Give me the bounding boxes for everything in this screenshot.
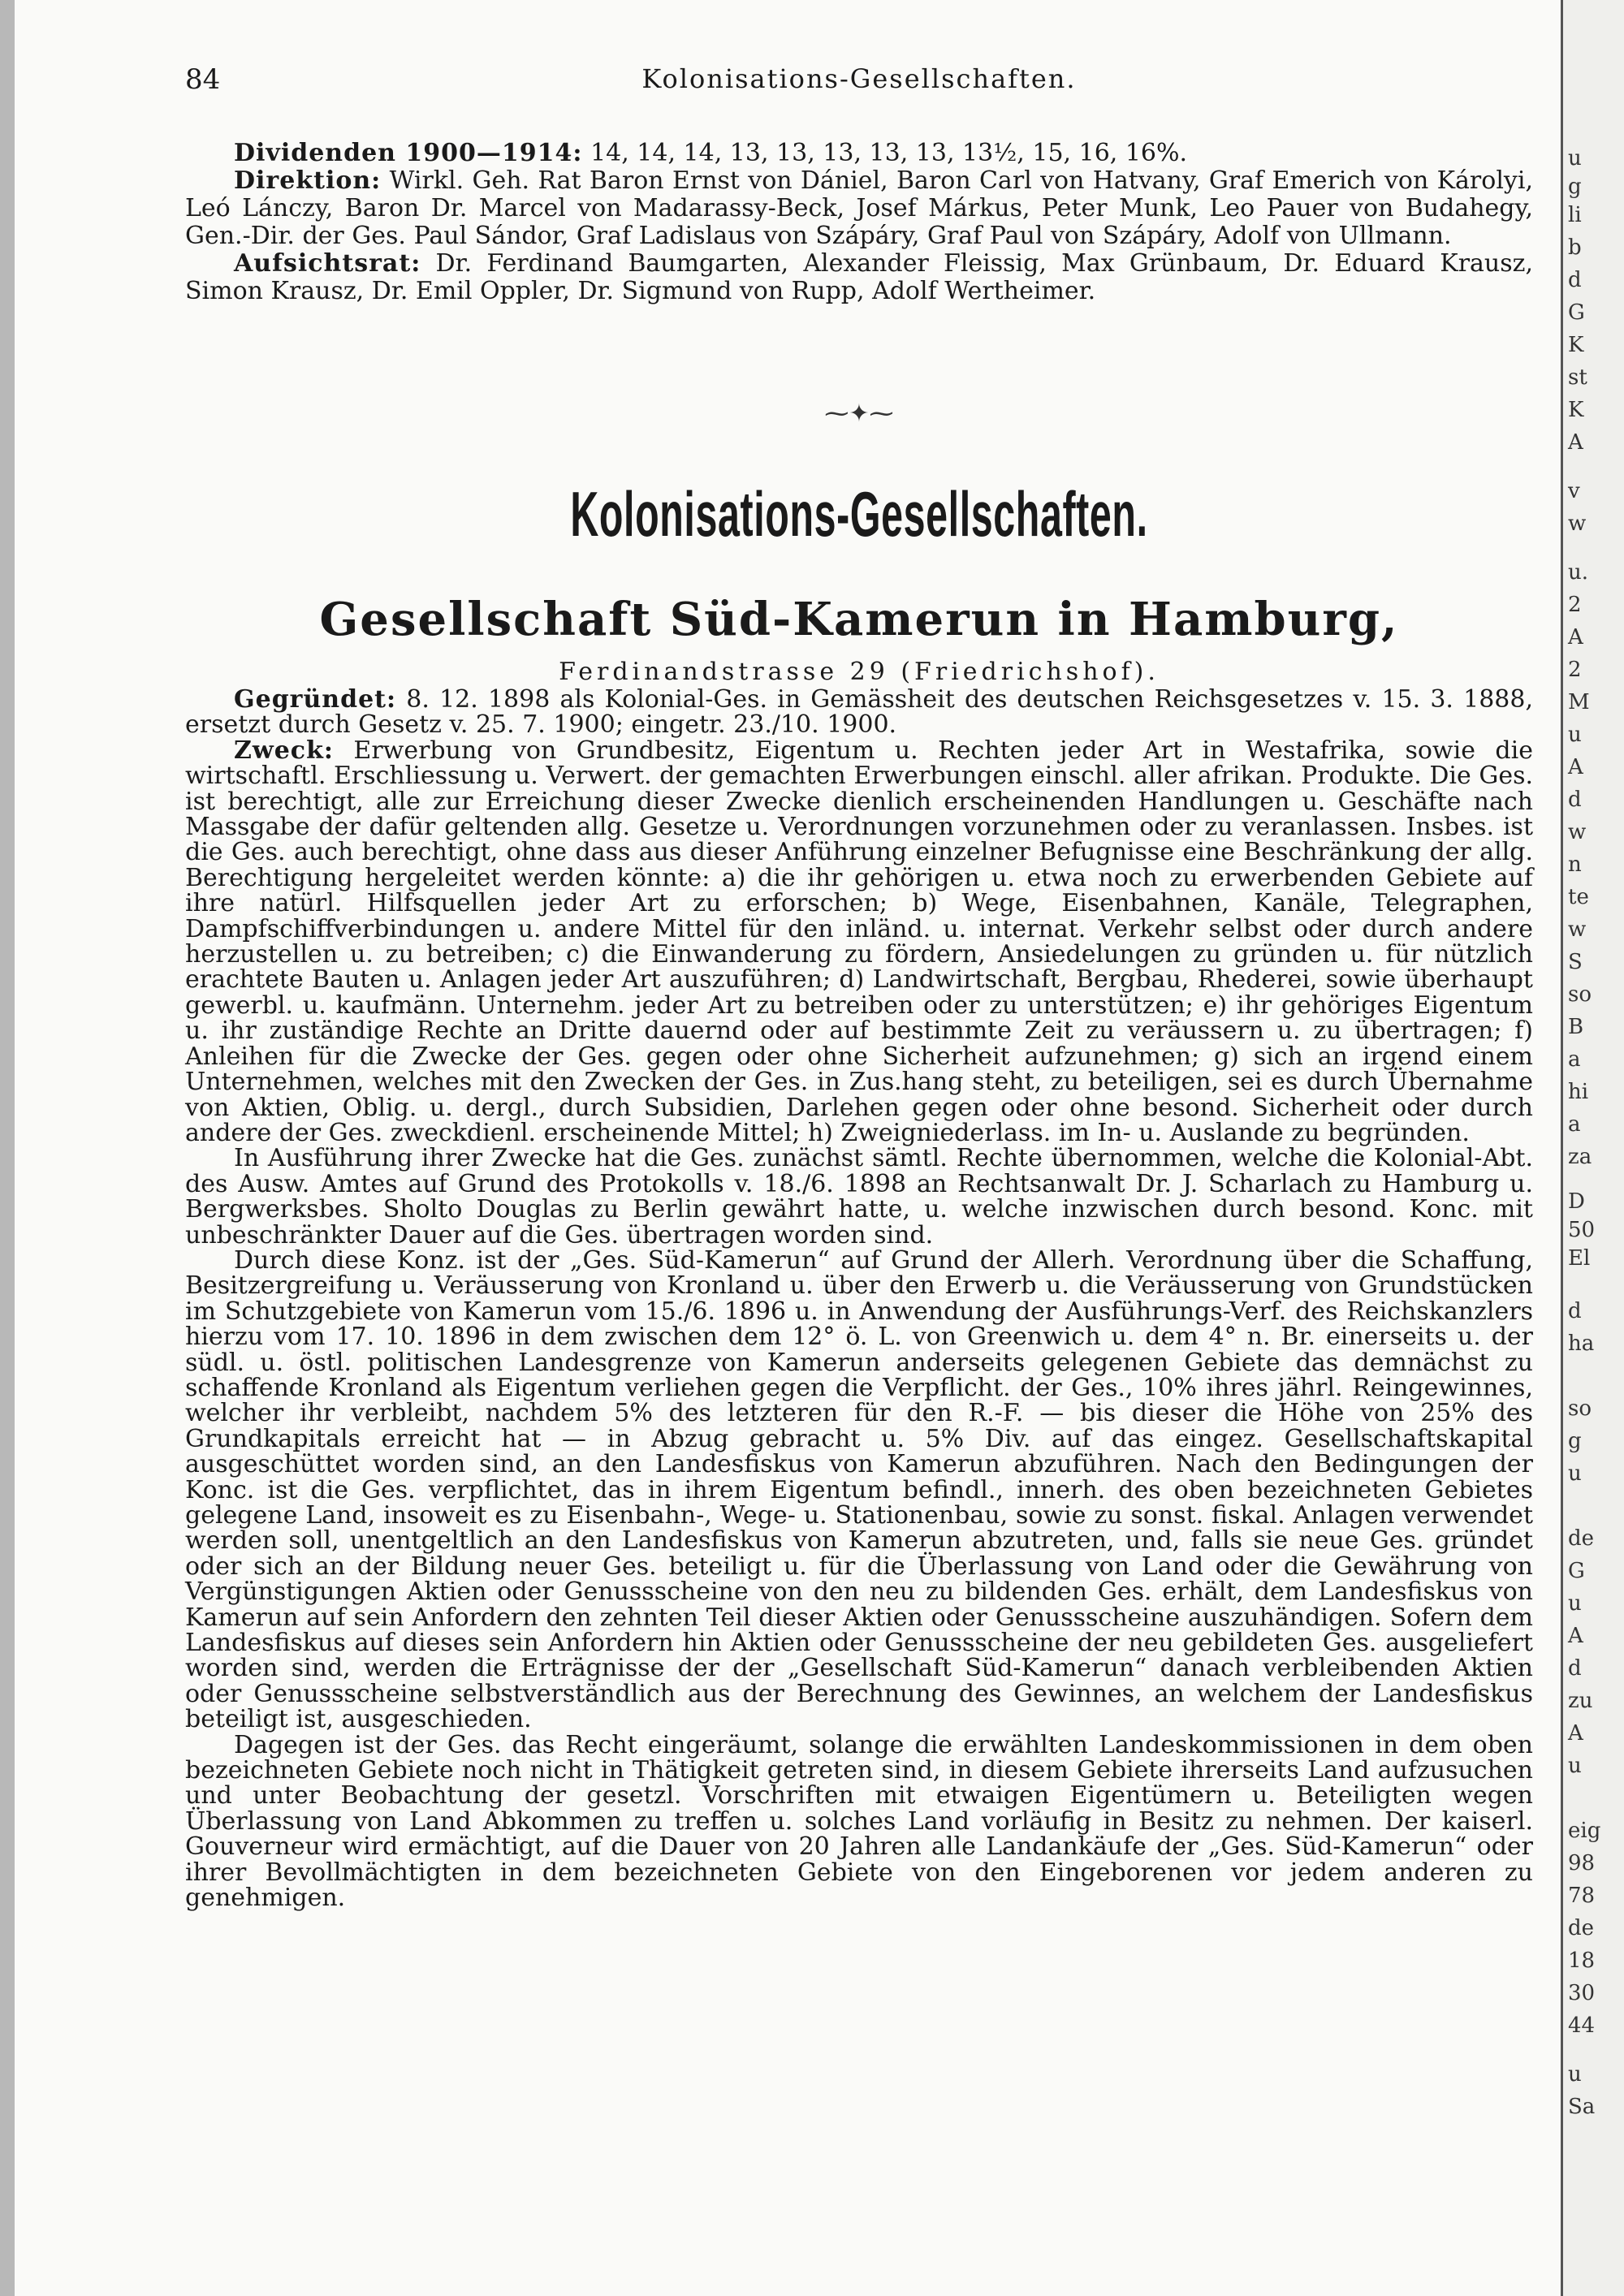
adjacent-page-fragment: A: [1568, 755, 1583, 779]
adjacent-page-fragment: u: [1568, 723, 1582, 747]
zweck-paragraph: [185, 738, 1533, 1146]
adjacent-page-fragment: Sa: [1568, 2095, 1596, 2119]
adjacent-page-fragment: 2: [1568, 593, 1582, 617]
adjacent-page-fragment: u: [1568, 1591, 1582, 1616]
adjacent-page-fragment: li: [1568, 203, 1582, 227]
adjacent-page-fragment: de: [1568, 1916, 1595, 1940]
ornament-divider: ⁓✦⁓: [824, 399, 894, 428]
running-title: Kolonisations-Gesellschaften.: [641, 63, 1077, 94]
adjacent-page-fragment: de: [1568, 1526, 1595, 1551]
adjacent-page-fragment: 30: [1568, 1981, 1596, 2005]
adjacent-page-fragment: A: [1568, 625, 1583, 650]
adjacent-page-fragment: a: [1568, 1047, 1581, 1072]
dividends-text: 14, 14, 14, 13, 13, 13, 13, 13, 13½, 15, 16, 16%.: [590, 139, 1188, 167]
adjacent-page-fragment: S: [1568, 950, 1583, 974]
adjacent-page-fragment: g: [1568, 175, 1582, 199]
adjacent-page-fragment: A: [1568, 1721, 1583, 1746]
adjacent-page-fragment: 98: [1568, 1851, 1596, 1875]
company-name: Gesellschaft Süd-Kamerun in Hamburg,: [319, 593, 1399, 646]
direktion-text: Wirkl. Geh. Rat Baron Ernst von Dániel, Baron Carl von Hatvany, Graf Emerich von Károlyi, Leó Lánczy, Baron Dr. Marcel von Madarassy-Beck, Josef Márkus, Peter Munk, Leo Pauer von Budahegy, Gen.-Dir. der Ges. Paul Sándor, Graf Ladislaus von Szápáry, Graf Paul von Szápáry, Adolf von Ullmann.: [185, 166, 1533, 250]
book-page: [15, 0, 1561, 2296]
company-body: [185, 687, 1533, 1911]
zweck-text: Erwerbung von Grundbesitz, Eigentum u. Rechten jeder Art in Westafrika, sowie die wirtschaftl. Erschliessung u. Verwert. der gemachten Erwerbungen einschl. aller afrikan. Produkte. Die Ges. ist berechtigt, alle zur Erreichung dieser Zwecke dienlich erscheinenden Handlungen u. Geschäfte nach Massgabe der dafür geltenden allg. Gesetze u. Verordnungen vorzunehmen oder zu veranlassen. Insbes. ist die Ges. auch berechtigt, ohne dass aus dieser Anführung einzelner Befugnisse eine Beschränkung der allg. Berechtigung hergeleitet werden könnte: a) die ihr gehörigen u. etwa noch zu erwerbenden Gebiete auf ihre natürl. Hilfsquellen jeder Art zu erforschen; b) Wege, Eisenbahnen, Kanäle, Telegraphen, Dampfschiffverbindungen u. andere Mittel für den inländ. u. internat. Verkehr selbst oder durch andere herzustellen u. zu betreiben; c) die Einwanderung zu fördern, Ansiedelungen zu gründen u. für nützlich erachtete Bauten u. Anlagen jeder Art auszuführen; d) Landwirtschaft, Bergbau, Rhederei, sowie überhaupt gewerbl. u. kaufmänn. Unternehm. jeder Art zu betreiben oder zu unterstützen; e) ihr gehöriges Eigentum u. ihr zuständige Rechte an Dritte dauernd oder auf bestimmte Zeit zu veräussern u. zu übertragen; f) Anleihen für die Zwecke der Ges. gegen oder ohne Sicherheit aufzunehmen; g) sich an irgend einem Unternehmen, welches mit den Zwecken der Ges. in Zus.hang steht, zu beteiligen, sei es durch Übernahme von Aktien, Oblig. u. dergl., durch Subsidien, Darlehen gegen oder ohne besond. Sicherheit oder durch andere der Ges. zweckdienl. erscheinende Mittel; h) Zweigniederlass. im In- u. Auslande zu begründen.: [185, 736, 1533, 1147]
aufsichtsrat-text: Dr. Ferdinand Baumgarten, Alexander Fleissig, Max Grünbaum, Dr. Eduard Krausz, Simon Krausz, Dr. Emil Oppler, Dr. Sigmund von Rupp, Adolf Wertheimer.: [185, 249, 1533, 305]
zweck-label: Zweck:: [234, 736, 334, 765]
adjacent-page-fragment: w: [1568, 511, 1587, 536]
company-address: Ferdinandstrasse 29 (Friedrichshof).: [559, 658, 1160, 686]
body-paragraph: In Ausführung ihrer Zwecke hat die Ges. zunächst sämtl. Rechte übernommen, welche die Kolonial-Abt. des Ausw. Amtes auf Grund des Protokolls v. 18./6. 1898 an Rechtsanwalt Dr. J. Scharlach zu Hamburg u. Bergwerksbes. Sholto Douglas zu Berlin gewährt hatte, u. welche inzwischen durch besond. Konc. mit unbeschränkter Dauer auf die Ges. übertragen worden sind.: [185, 1144, 1533, 1249]
dividends-label: Dividenden 1900—1914:: [234, 139, 583, 167]
scan-left-edge: [0, 0, 15, 2296]
adjacent-page-fragment: st: [1568, 365, 1587, 390]
adjacent-page-fragment: 44: [1568, 2013, 1596, 2038]
adjacent-page-fragment: za: [1568, 1145, 1592, 1169]
adjacent-page-fragment: te: [1568, 885, 1589, 909]
adjacent-page-fragment: w: [1568, 917, 1587, 942]
adjacent-page-fragment: ha: [1568, 1331, 1595, 1356]
adjacent-page-fragment: 78: [1568, 1884, 1596, 1908]
gegruendet-label: Gegründet:: [234, 685, 397, 714]
adjacent-page-fragment: u: [1568, 146, 1582, 170]
adjacent-page-fragment: w: [1568, 820, 1587, 844]
adjacent-page-fragment: G: [1568, 300, 1585, 325]
adjacent-page-fragment: 50: [1568, 1218, 1596, 1242]
adjacent-page-fragment: so: [1568, 982, 1592, 1007]
direktion-line: [185, 167, 1533, 250]
adjacent-page-fragment: 2: [1568, 658, 1582, 682]
adjacent-page-strip: [1561, 0, 1624, 2296]
chapter-title: Kolonisations-Gesellschaften.: [570, 478, 1148, 550]
adjacent-page-fragment: A: [1568, 1624, 1583, 1648]
adjacent-page-fragment: u.: [1568, 560, 1589, 585]
aufsichtsrat-line: [185, 250, 1533, 305]
adjacent-page-fragment: v: [1568, 479, 1580, 503]
adjacent-page-fragment: 18: [1568, 1949, 1596, 1973]
aufsichtsrat-label: Aufsichtsrat:: [234, 249, 421, 278]
adjacent-page-fragment: D: [1568, 1189, 1585, 1214]
direktion-label: Direktion:: [234, 166, 382, 195]
adjacent-page-fragment: K: [1568, 333, 1584, 357]
adjacent-page-fragment: M: [1568, 690, 1590, 714]
adjacent-page-fragment: K: [1568, 398, 1584, 422]
gegruendet-paragraph: [185, 687, 1533, 738]
gegruendet-text: 8. 12. 1898 als Kolonial-Ges. in Gemässheit des deutschen Reichsgesetzes v. 15. 3. 1888, ersetzt durch Gesetz v. 25. 7. 1900; eingetr. 23./10. 1900.: [185, 685, 1533, 740]
adjacent-page-fragment: El: [1568, 1246, 1591, 1271]
adjacent-page-fragment: eig: [1568, 1819, 1601, 1843]
dividends-line: [185, 140, 1533, 167]
previous-entry: [185, 140, 1533, 305]
body-paragraph: Durch diese Konz. ist der „Ges. Süd-Kamerun“ auf Grund der Allerh. Verordnung über die Schaffung, Besitzergreifung u. Veräusserung von Kronland u. über den Erwerb u. die Veräusserung von Grundstücken im Schutzgebiete von Kamerun vom 15./6. 1896 u. in Anwendung der Ausführungs-Verf. des Reichskanzlers hierzu vom 17. 10. 1896 in dem zwischen dem 12° ö. L. von Greenwich u. dem 4° n. Br. einerseits u. der südl. u. östl. politischen Landesgrenze von Kamerun anderseits gelegenen Gebiete das demnächst zu schaffende Kronland als Eigentum verliehen gegen die Verpflicht. der Ges., 10% ihres jährl. Reingewinnes, welcher ihr verbleibt, nachdem 5% des letzteren für den R.-F. — bis dieser die Höhe von 25% des Grundkapitals erreicht hat — in Abzug gebracht u. 5% Div. auf das eingez. Gesellschaftskapital ausgeschüttet worden sind, an den Landesfiskus von Kamerun abzuführen. Nach den Bedingungen der Konc. ist die Ges. verpflichtet, das in ihrem Eigentum befindl., innerh. des oben bezeichneten Gebietes gelegene Land, insoweit es zu Eisenbahn-, Wege- u. Stationenbau, sowie zu sonst. fiskal. Anlagen verwendet werden soll, unentgeltlich an den Landesfiskus von Kamerun abzutreten, und, falls sie neue Ges. gründet oder sich an der Bildung neuer Ges. beteiligt u. für die Überlassung von Land oder die Gewährung von Vergünstigungen Aktien oder Genussscheine von den neu zu bildenden Ges. erhält, dem Landesfiskus von Kamerun auf sein Anfordern den zehnten Teil dieser Aktien oder Genussscheine auszuhändigen. Sofern dem Landesfiskus auf dieses sein Anfordern hin Aktien oder Genussscheine der neu gebildeten Ges. ausgeliefert worden sind, werden die Erträgnisse der der „Gesellschaft Süd-Kamerun“ danach verbleibenden Aktien oder Genussscheine selbstverständlich aus der Berechnung des Gewinnes, an welchem der Landesfiskus beteiligt ist, ausgeschieden.: [185, 1245, 1533, 1734]
adjacent-page-fragment: so: [1568, 1396, 1592, 1421]
adjacent-page-fragment: d: [1568, 1656, 1582, 1681]
adjacent-page-fragment: zu: [1568, 1689, 1593, 1713]
adjacent-page-fragment: u: [1568, 1754, 1582, 1778]
adjacent-page-fragment: g: [1568, 1429, 1582, 1453]
adjacent-page-fragment: b: [1568, 235, 1582, 260]
adjacent-page-fragment: u: [1568, 2062, 1582, 2087]
body-paragraph: Dagegen ist der Ges. das Recht eingeräumt, solange die erwählten Landeskommissionen in dem oben bezeichneten Gebiete noch nicht in Thätigkeit getreten sind, in diesem Gebiete ihrerseits Land aufzusuchen und unter Beobachtung der gesetzl. Vorschriften mit etwaigen Eigentümern u. Beteiligten wegen Überlassung von Land Abkommen zu treffen u. solches Land vorläufig in Besitz zu nehmen. Der kaiserl. Gouverneur wird ermächtigt, auf die Dauer von 20 Jahren alle Landankäufe der „Ges. Süd-Kamerun“ oder ihrer Bevollmächtigten in dem bezeichneten Gebiete von den Eingeborenen vor jedem anderen zu genehmigen.: [185, 1730, 1533, 1913]
adjacent-page-fragment: a: [1568, 1112, 1581, 1137]
adjacent-page-fragment: n: [1568, 852, 1582, 877]
adjacent-page-fragment: d: [1568, 268, 1582, 292]
adjacent-page-fragment: B: [1568, 1015, 1584, 1039]
adjacent-page-fragment: d: [1568, 788, 1582, 812]
page-number: 84: [185, 63, 221, 96]
adjacent-page-fragment: A: [1568, 430, 1583, 455]
adjacent-page-fragment: G: [1568, 1559, 1585, 1583]
page-header: [185, 63, 1533, 96]
adjacent-page-fragment: hi: [1568, 1080, 1589, 1104]
adjacent-page-fragment: d: [1568, 1299, 1582, 1323]
adjacent-page-fragment: u: [1568, 1461, 1582, 1486]
